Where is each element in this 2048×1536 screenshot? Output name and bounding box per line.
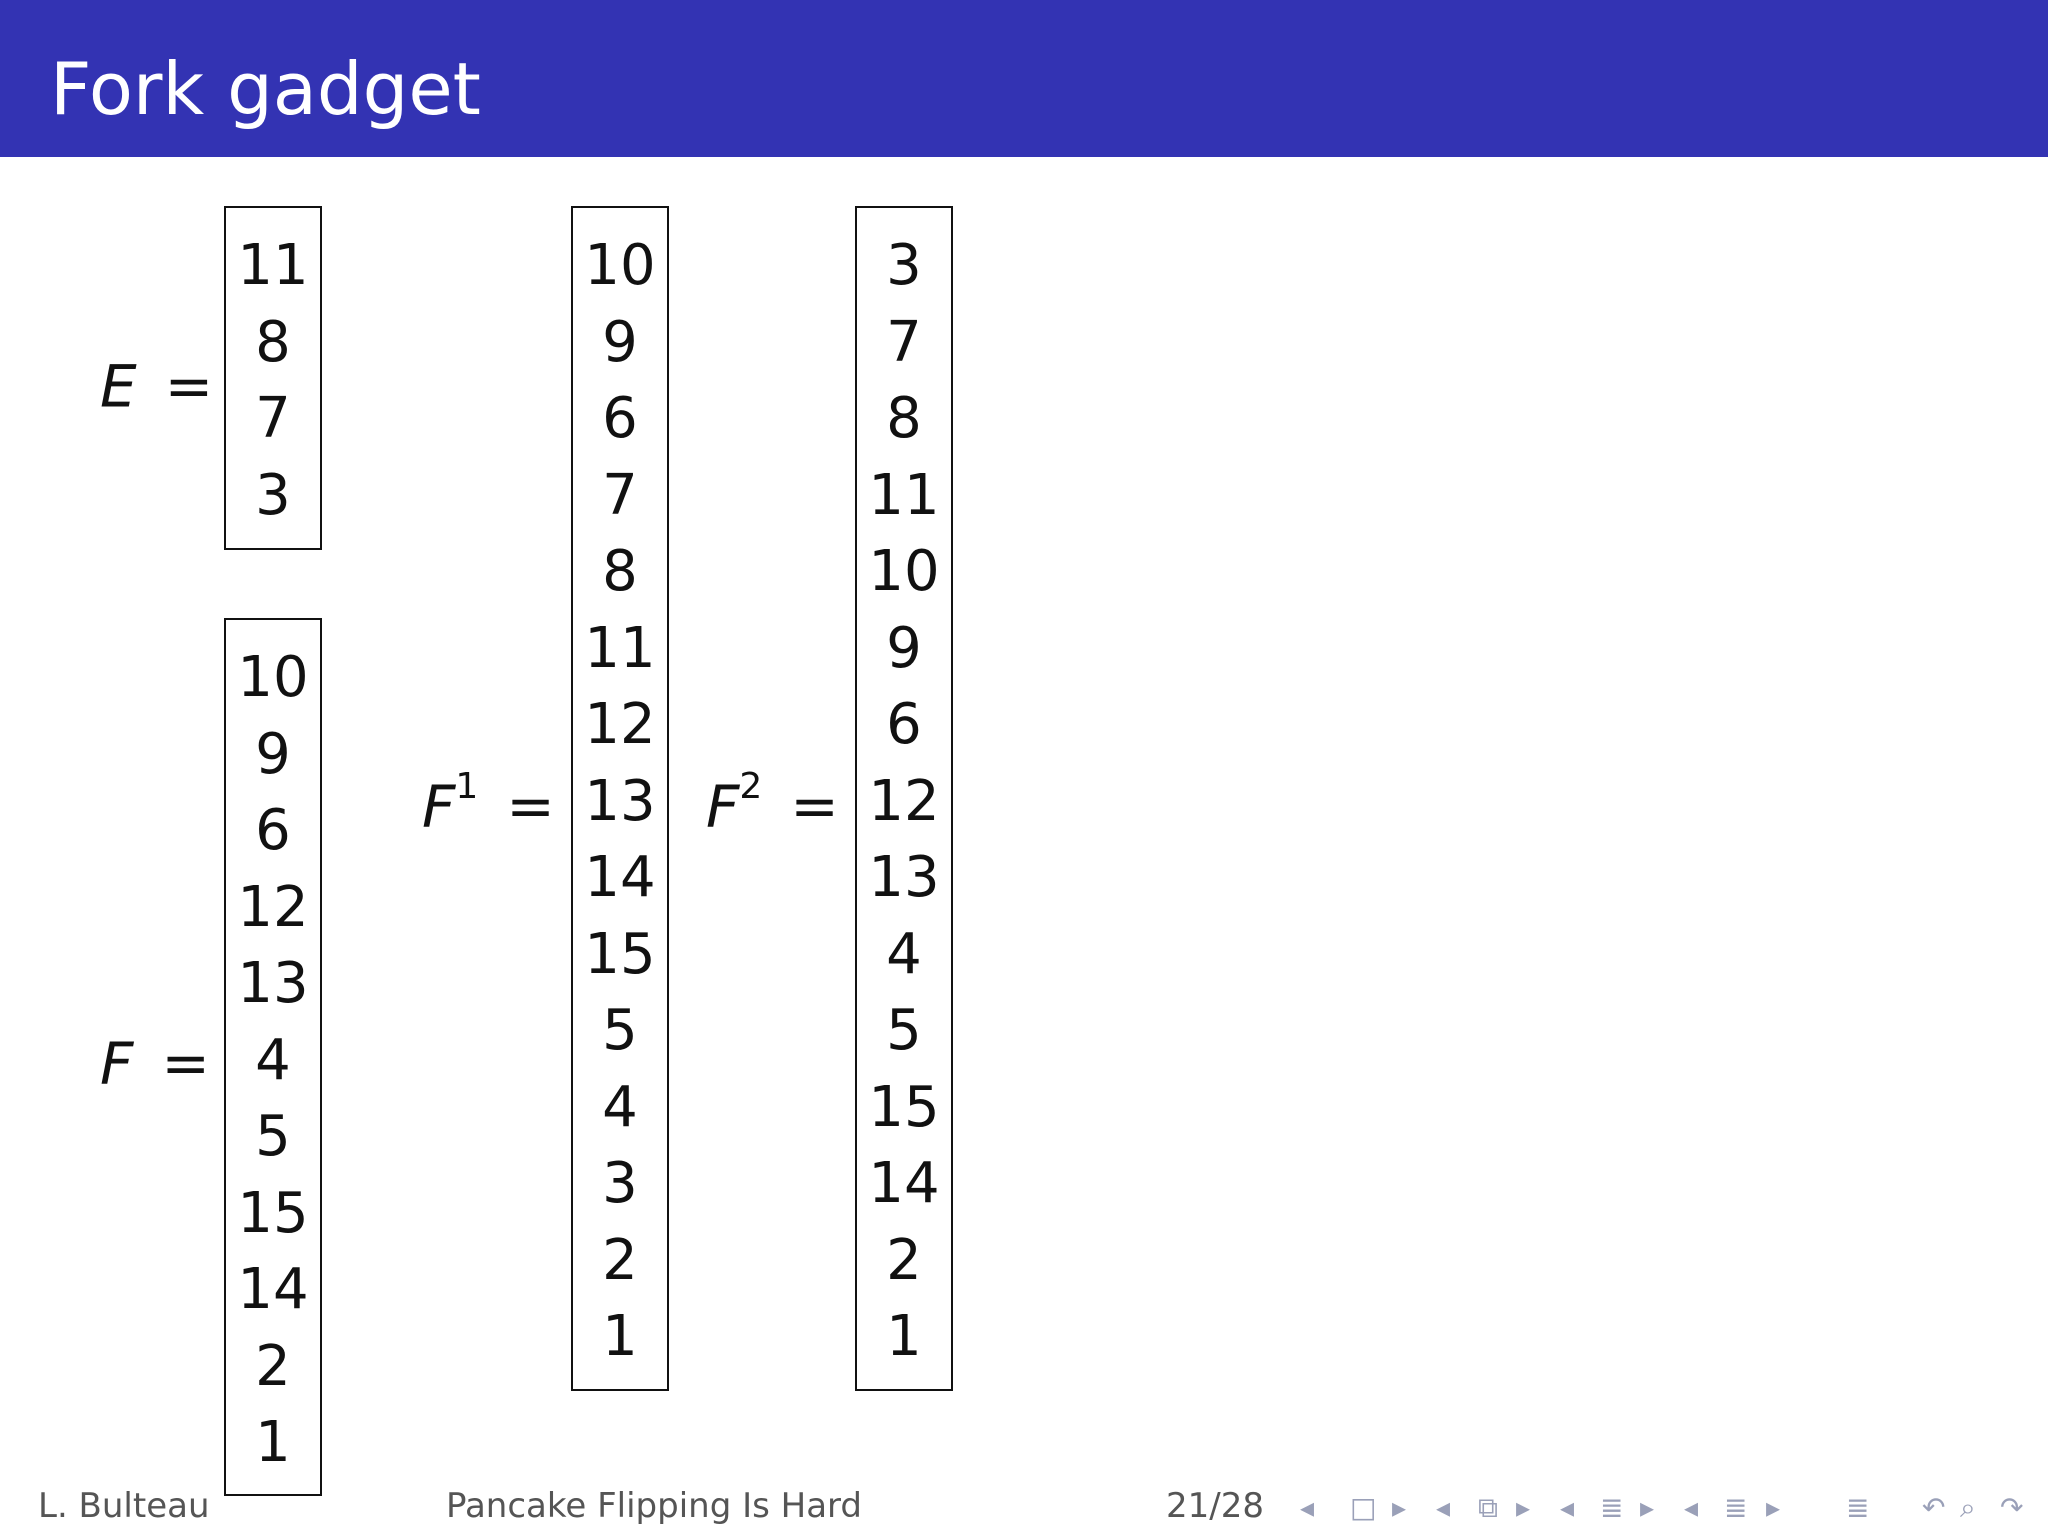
nav-next-section-icon[interactable]: ▸ xyxy=(1640,1491,1655,1524)
vector-entry: 7 xyxy=(886,309,922,375)
equation-variable: F xyxy=(422,772,456,841)
vector-entry: 14 xyxy=(237,1257,309,1322)
vector-entry: 15 xyxy=(237,1180,309,1246)
vector-entry: 5 xyxy=(255,1104,291,1169)
vector-entry: 14 xyxy=(584,845,656,910)
vector-entry: 1 xyxy=(886,1304,922,1369)
vector-entry: 15 xyxy=(584,921,656,987)
nav-section-icon[interactable]: ≣ xyxy=(1600,1491,1624,1524)
vector-entry: 10 xyxy=(584,233,656,298)
vector-entry: 10 xyxy=(237,645,309,710)
vector-entry: 6 xyxy=(886,692,922,757)
equals-sign: = xyxy=(161,1029,210,1098)
vector-entry: 4 xyxy=(602,1074,638,1140)
vector-entry: 6 xyxy=(602,386,638,451)
vector-entry: 13 xyxy=(237,951,309,1016)
nav-part-icon[interactable]: ≣ xyxy=(1724,1491,1748,1524)
vector-entry: 1 xyxy=(602,1304,638,1369)
vector-entry: 13 xyxy=(584,768,656,834)
vector-entry: 2 xyxy=(255,1333,291,1399)
nav-search-icon[interactable]: ⌕ xyxy=(1960,1491,1976,1524)
vector-box-e xyxy=(224,206,322,550)
equals-sign: = xyxy=(790,772,839,841)
beamer-navigation-bar xyxy=(1300,1490,2040,1526)
vector-entry: 10 xyxy=(868,539,940,604)
vector-entry: 15 xyxy=(868,1074,940,1140)
equation-superscript: 2 xyxy=(739,766,763,807)
nav-frame-icon[interactable]: □ xyxy=(1350,1491,1377,1524)
nav-forward-icon[interactable]: ↷ xyxy=(2000,1491,2024,1524)
nav-prev-section-icon[interactable]: ◂ xyxy=(1560,1491,1575,1524)
vector-entry: 5 xyxy=(886,998,922,1063)
vector-entry: 4 xyxy=(886,921,922,987)
vector-entry: 12 xyxy=(868,768,940,834)
vector-entry: 12 xyxy=(584,692,656,757)
vector-entry: 1 xyxy=(255,1410,291,1475)
vector-entry: 11 xyxy=(868,462,940,528)
nav-prev-frame-icon[interactable]: ◂ xyxy=(1300,1491,1315,1524)
footer-talk-title: Pancake Flipping Is Hard xyxy=(446,1486,863,1526)
vector-entry: 14 xyxy=(868,1151,940,1216)
equation-variable: F xyxy=(706,772,740,841)
footer-author: L. Bulteau xyxy=(38,1486,210,1526)
vector-entry: 9 xyxy=(886,615,922,681)
nav-next-part-icon[interactable]: ▸ xyxy=(1766,1491,1781,1524)
nav-next-frame-icon[interactable]: ▸ xyxy=(1392,1491,1407,1524)
vector-entry: 9 xyxy=(602,309,638,375)
vector-entry: 8 xyxy=(886,386,922,451)
vector-entry: 7 xyxy=(602,462,638,528)
vector-entry: 13 xyxy=(868,845,940,910)
vector-entry: 9 xyxy=(255,721,291,787)
vector-box-f xyxy=(224,618,322,1496)
nav-next-subsection-icon[interactable]: ▸ xyxy=(1516,1491,1531,1524)
vector-entry: 3 xyxy=(602,1151,638,1216)
vector-entry: 5 xyxy=(602,998,638,1063)
nav-toc-icon[interactable]: ≣ xyxy=(1846,1491,1870,1524)
equation-label-f2 xyxy=(706,755,839,846)
nav-subsection-icon[interactable]: ⧉ xyxy=(1478,1491,1498,1524)
nav-back-icon[interactable]: ↶ xyxy=(1922,1491,1946,1524)
vector-entry: 11 xyxy=(584,615,656,681)
vector-entry: 8 xyxy=(255,309,291,375)
vector-entry: 4 xyxy=(255,1027,291,1093)
slide-header xyxy=(0,0,2048,157)
slide-title: Fork gadget xyxy=(50,47,481,131)
vector-entry: 7 xyxy=(255,386,291,451)
vector-entry: 3 xyxy=(255,462,291,528)
vector-entry: 11 xyxy=(237,233,309,298)
footer-page-number: 21/28 xyxy=(1166,1486,1264,1526)
vector-entry: 8 xyxy=(602,539,638,604)
equation-variable: F xyxy=(100,1029,134,1098)
nav-prev-subsection-icon[interactable]: ◂ xyxy=(1436,1491,1451,1524)
vector-entry: 12 xyxy=(237,874,309,940)
vector-entry: 3 xyxy=(886,233,922,298)
equation-label-f1 xyxy=(422,755,555,846)
nav-prev-part-icon[interactable]: ◂ xyxy=(1684,1491,1699,1524)
equation-label-f xyxy=(100,1012,210,1103)
vector-entry: 2 xyxy=(602,1227,638,1293)
vector-box-f2 xyxy=(855,206,953,1391)
equals-sign: = xyxy=(164,352,214,421)
equation-variable: E xyxy=(100,352,137,421)
equation-label-e xyxy=(100,335,213,426)
equation-superscript: 1 xyxy=(455,766,479,807)
vector-entry: 6 xyxy=(255,798,291,863)
equals-sign: = xyxy=(506,772,555,841)
vector-entry: 2 xyxy=(886,1227,922,1293)
vector-box-f1 xyxy=(571,206,669,1391)
